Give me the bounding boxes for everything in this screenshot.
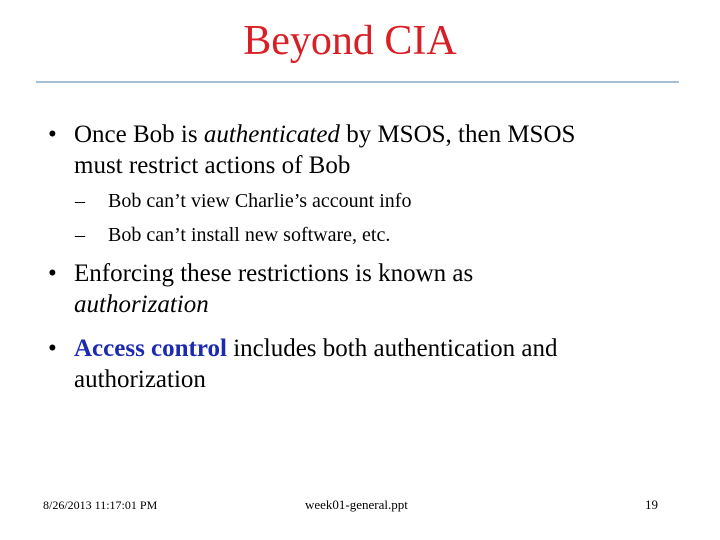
bullet-1-text-a: Once Bob is [74,121,204,148]
title-divider [36,81,679,83]
bullet-2-line-1: Enforcing these restrictions is known as [74,260,474,287]
bullet-3-line-1 [74,333,557,364]
sub-bullet-1-text: Bob can’t view Charlie’s account info [108,190,412,212]
bullet-marker: • [48,121,57,148]
bullet-1-line-2: must restrict actions of Bob [74,152,351,179]
sub-bullet-2-text: Bob can’t install new software, etc. [108,224,391,246]
footer-timestamp: 8/26/2013 11:17:01 PM [43,498,158,512]
bullet-marker: • [48,260,57,287]
emphasis-authenticated: authenticated [203,121,340,148]
bullet-1-text-b: by MSOS, then MSOS [339,121,576,148]
dash-marker: – [75,224,85,246]
dash-marker: – [75,190,85,212]
emphasis-authorization: authorization [74,291,209,318]
slide-title: Beyond CIA [243,18,457,64]
bullet-3-line-2: authorization [74,366,206,393]
access-control-term: Access control [74,335,227,362]
footer-filename: week01-general.ppt [305,497,408,512]
bullet-1-line-1 [74,119,575,150]
footer-page-number: 19 [645,497,658,512]
bullet-marker: • [48,335,57,362]
bullet-3-text-a: includes both authentication and [226,335,558,362]
